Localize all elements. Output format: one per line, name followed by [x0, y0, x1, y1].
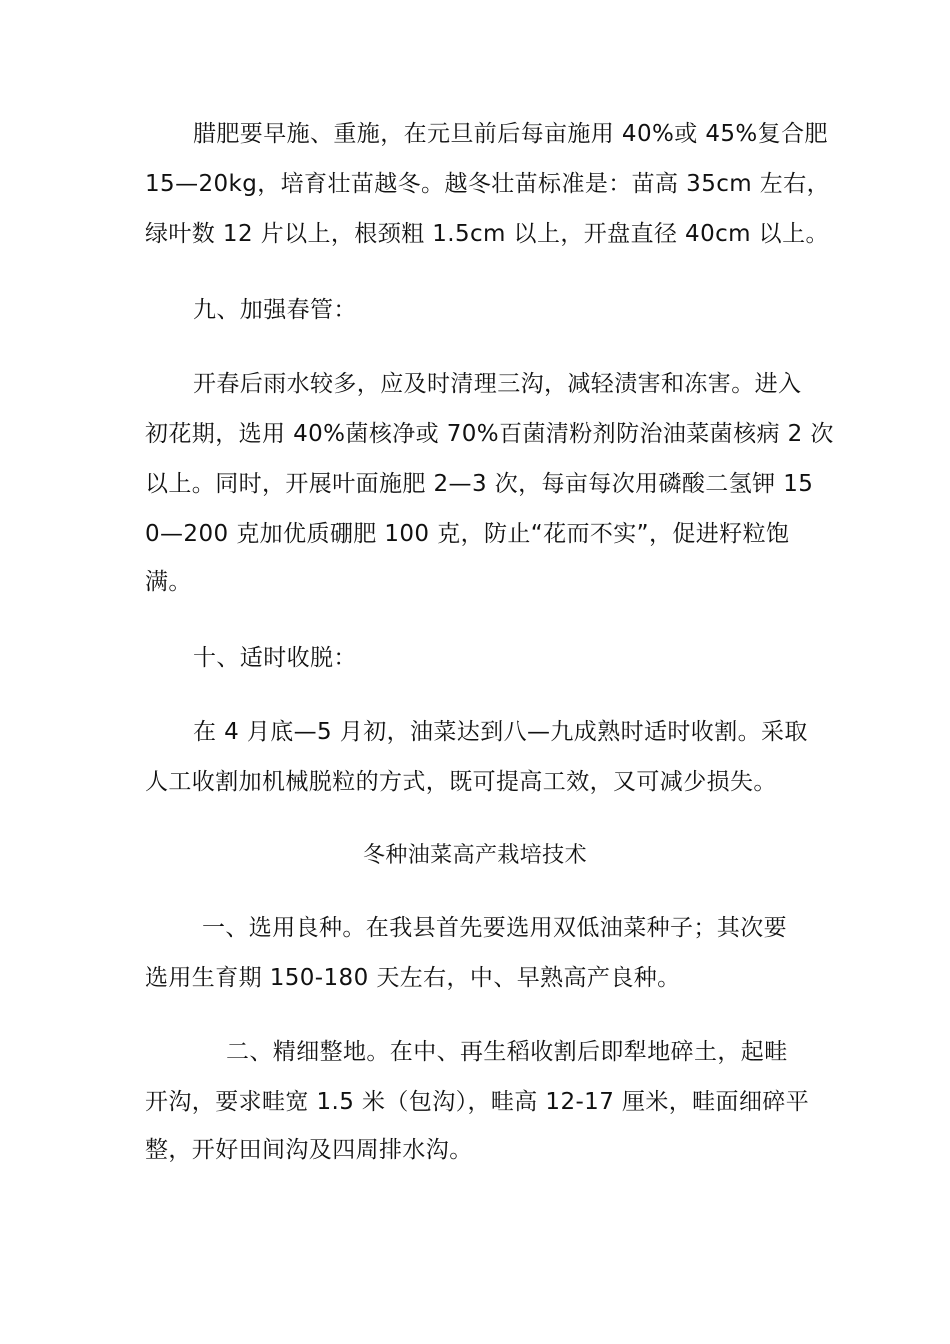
paragraph-line: 15—20kg，培育壮苗越冬。越冬壮苗标准是：苗高 35cm 左右， — [145, 171, 830, 197]
paragraph-line: 整，开好田间沟及四周排水沟。 — [145, 1137, 473, 1163]
paragraph-line: 开春后雨水较多，应及时清理三沟，减轻渍害和冻害。进入 — [193, 371, 802, 397]
paragraph-line: 开沟，要求畦宽 1.5 米（包沟），畦高 12-17 厘米，畦面细碎平 — [145, 1089, 810, 1115]
paragraph-line: 以上。同时，开展叶面施肥 2—3 次，每亩每次用磷酸二氢钾 15 — [145, 471, 814, 497]
paragraph-line: 绿叶数 12 片以上，根颈粗 1.5cm 以上，开盘直径 40cm 以上。 — [145, 221, 829, 247]
paragraph-line: 腊肥要早施、重施，在元旦前后每亩施用 40%或 45%复合肥 — [193, 121, 828, 147]
paragraph-line: 二、精细整地。在中、再生稻收割后即犁地碎土，起畦 — [226, 1039, 788, 1065]
paragraph-line: 0—200 克加优质硼肥 100 克，防止“花而不实”，促进籽粒饱 — [145, 521, 790, 547]
paragraph-line: 选用生育期 150-180 天左右，中、早熟高产良种。 — [145, 965, 681, 991]
paragraph-line: 初花期，选用 40%菌核净或 70%百菌清粉剂防治油菜菌核病 2 次 — [145, 421, 834, 447]
paragraph-line: 满。 — [145, 569, 192, 595]
section-heading: 十、适时收脱： — [193, 645, 357, 671]
paragraph-line: 在 4 月底—5 月初，油菜达到八—九成熟时适时收割。采取 — [193, 719, 808, 745]
paragraph-line: 人工收割加机械脱粒的方式，既可提高工效，又可减少损失。 — [145, 769, 777, 795]
section-heading: 九、加强春管： — [193, 297, 357, 323]
document-title: 冬种油菜高产栽培技术 — [362, 843, 587, 868]
paragraph-line: 一、选用良种。在我县首先要选用双低油菜种子；其次要 — [202, 915, 787, 941]
